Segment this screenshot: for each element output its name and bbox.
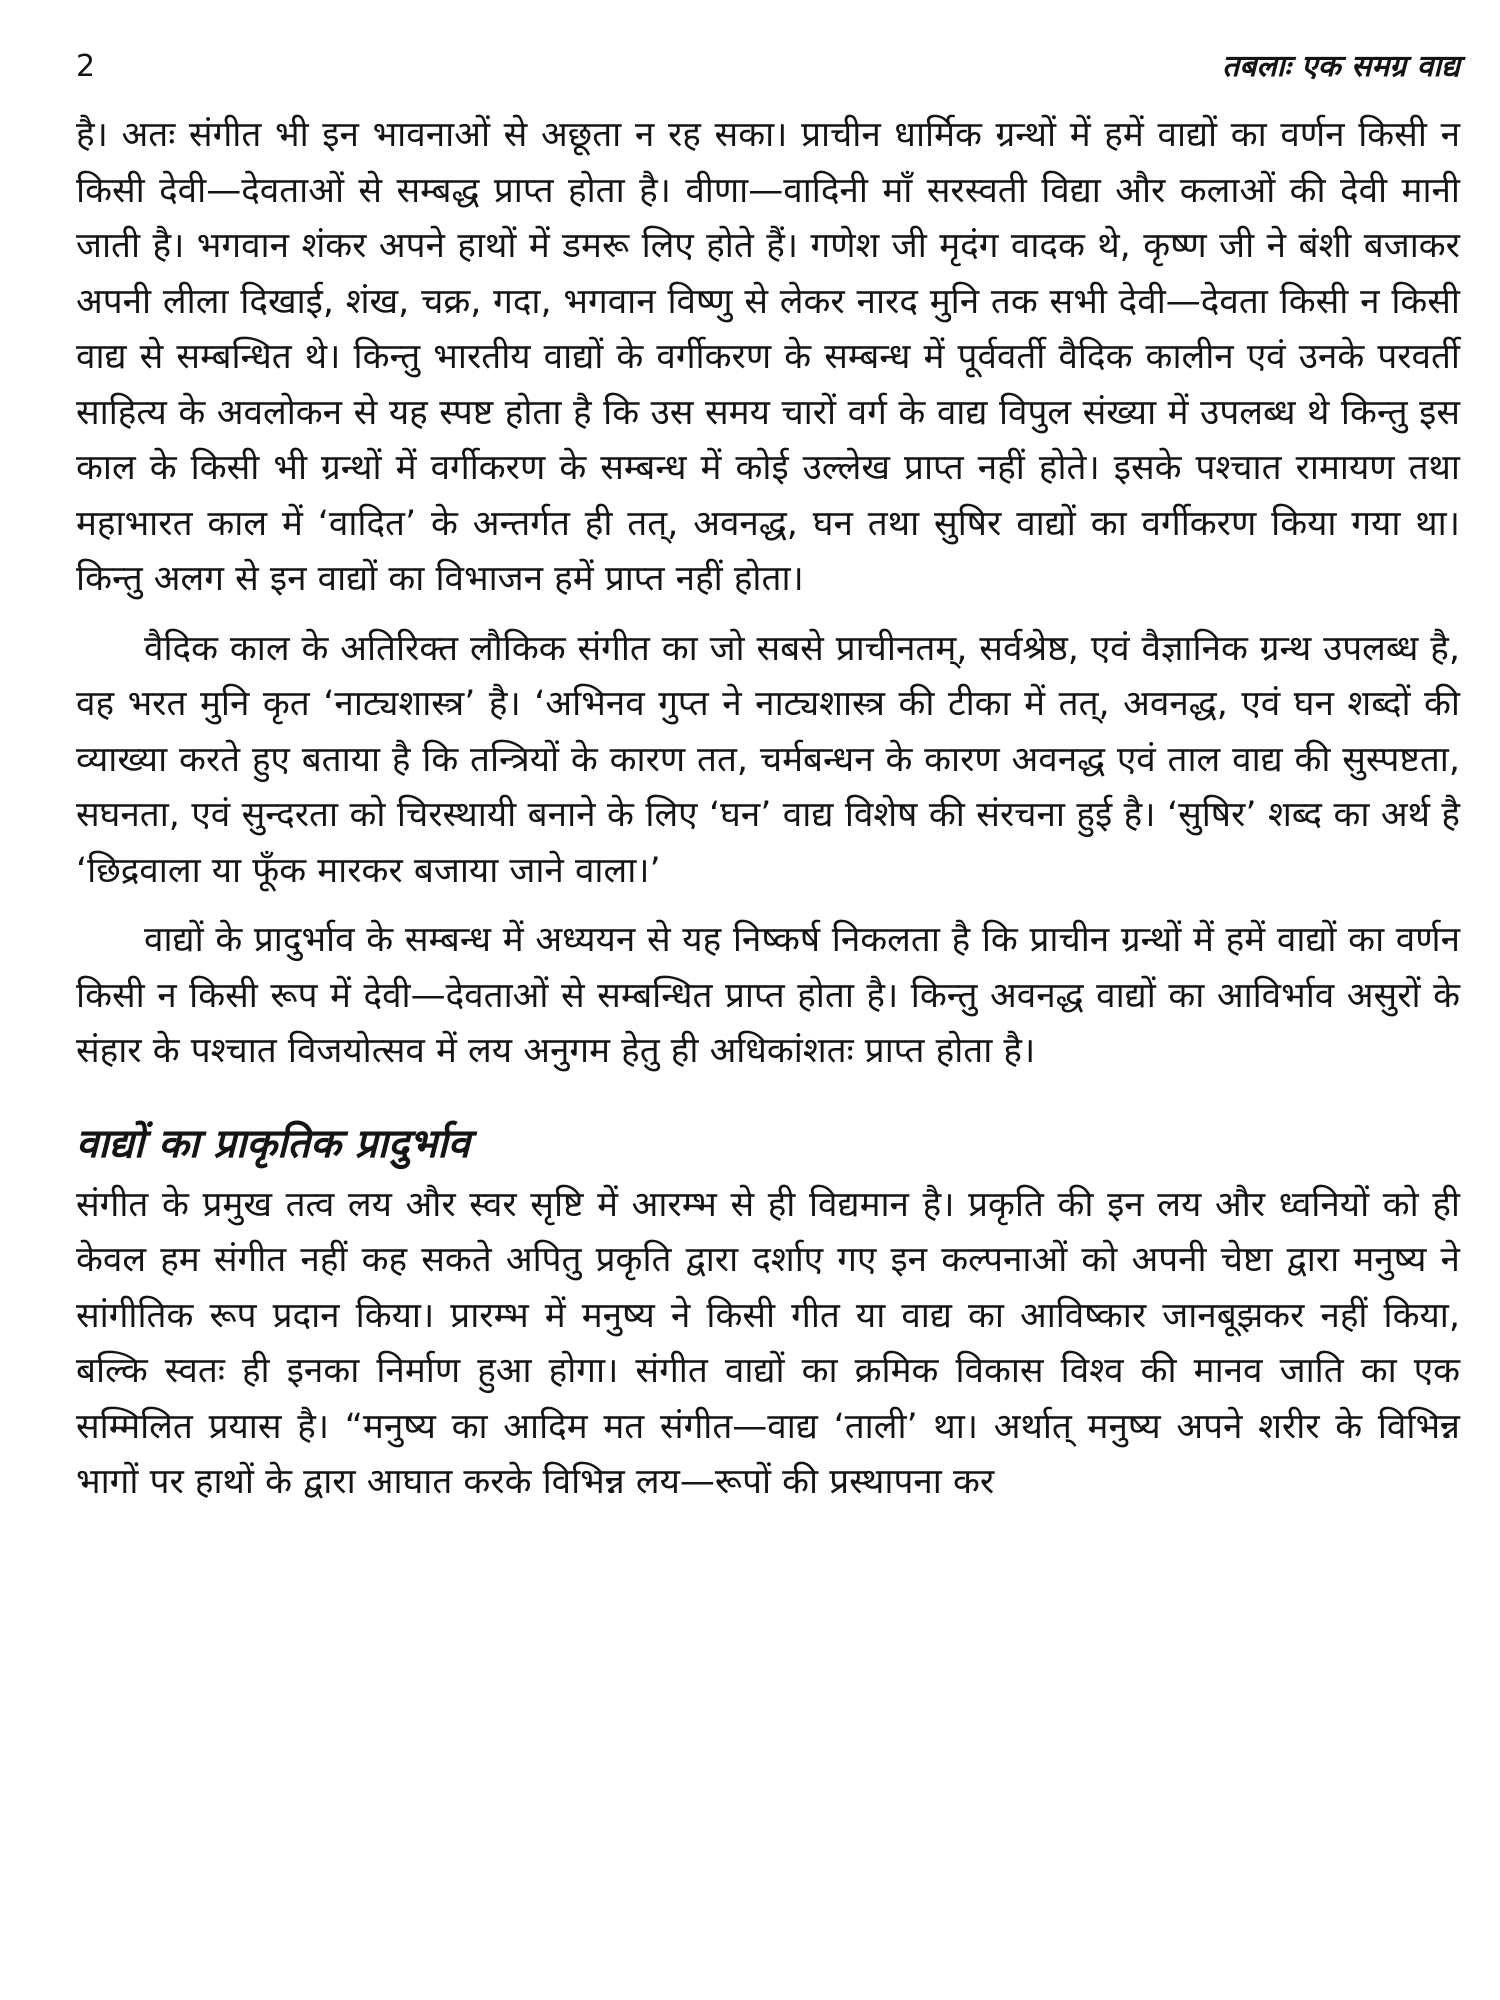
running-title: तबलाः एक समग्र वाद्य — [1222, 49, 1460, 84]
running-header — [76, 44, 1460, 100]
paragraph-classification-history: है। अतः संगीत भी इन भावनाओं से अछूता न रह सका। प्राचीन धार्मिक ग्रन्थों में हमें वाद्यों का वर्णन किसी न किसी देवी—देवताओं से सम्बद्ध प्राप्त होता है। वीणा—वादिनी माँ सरस्वती विद्या और कलाओं की देवी मानी जाती है। भगवान शंकर अपने हाथों में डमरू लिए होते हैं। गणेश जी मृदंग वादक थे, कृष्ण जी ने बंशी बजाकर अपनी लीला दिखाई, शंख, चक्र, गदा, भगवान विष्णु से लेकर नारद मुनि तक सभी देवी—देवता किसी न किसी वाद्य से सम्बन्धित थे। किन्तु भारतीय वाद्यों के वर्गीकरण के सम्बन्ध में पूर्ववर्ती वैदिक कालीन एवं उनके परवर्ती साहित्य के अवलोकन से यह स्पष्ट होता है कि उस समय चारों वर्ग के वाद्य विपुल संख्या में उपलब्ध थे किन्तु इस काल के किसी भी ग्रन्थों में वर्गीकरण के सम्बन्ध में कोई उल्लेख प्राप्त नहीं होते। इसके पश्चात रामायण तथा महाभारत काल में ‘वादित’ के अन्तर्गत ही तत्, अवनद्ध, घन तथा सुषिर वाद्यों का वर्गीकरण किया गया था। किन्तु अलग से इन वाद्यों का विभाजन हमें प्राप्त नहीं होता। — [76, 115, 1460, 599]
paragraph-origin-of-instruments: वाद्यों के प्रादुर्भाव के सम्बन्ध में अध्ययन से यह निष्कर्ष निकलता है कि प्राचीन ग्रन्थों में हमें वाद्यों का वर्णन किसी न किसी रूप में देवी—देवताओं से सम्बन्धित प्राप्त होता है। किन्तु अवनद्ध वाद्यों का आविर्भाव असुरों के संहार के पश्चात विजयोत्सव में लय अनुगम हेतु ही अधिकांशतः प्राप्त होता है। — [76, 920, 1460, 1071]
page-number: 2 — [76, 49, 96, 84]
paragraph-natyashastra: वैदिक काल के अतिरिक्त लौकिक संगीत का जो सबसे प्राचीनतम्, सर्वश्रेष्ठ, एवं वैज्ञानिक ग्रन्थ उपलब्ध है, वह भरत मुनि कृत ‘नाट्यशास्त्र’ है। ‘अभिनव गुप्त ने नाट्यशास्त्र की टीका में तत्, अवनद्ध, एवं घन शब्दों की व्याख्या करते हुए बताया है कि तन्त्रियों के कारण तत, चर्मबन्धन के कारण अवनद्ध एवं ताल वाद्य की सुस्पष्टता, सघनता, एवं सुन्दरता को चिरस्थायी बनाने के लिए ‘घन’ वाद्य विशेष की संरचना हुई है। ‘सुषिर’ शब्द का अर्थ है ‘छिद्रवाला या फूँक मारकर बजाया जाने वाला।’ — [76, 628, 1460, 891]
section-heading: वाद्यों का प्राकृतिक प्रादुर्भाव — [76, 1120, 470, 1167]
paragraph-natural-origin: संगीत के प्रमुख तत्व लय और स्वर सृष्टि में आरम्भ से ही विद्यमान है। प्रकृति की इन लय और ध्वनियों को ही केवल हम संगीत नहीं कह सकते अपितु प्रकृति द्वारा दर्शाए गए इन कल्पनाओं को अपनी चेष्टा द्वारा मनुष्य ने सांगीतिक रूप प्रदान किया। प्रारम्भ में मनुष्य ने किसी गीत या वाद्य का आविष्कार जानबूझकर नहीं किया, बल्कि स्वतः ही इनका निर्माण हुआ होगा। संगीत वाद्यों का क्रमिक विकास विश्व की मानव जाति का एक सम्मिलित प्रयास है। “मनुष्य का आदिम मत संगीत—वाद्य ‘ताली’ था। अर्थात् मनुष्य अपने शरीर के विभिन्न भागों पर हाथों के द्वारा आघात करके विभिन्न लय—रूपों की प्रस्थापना कर — [76, 1184, 1460, 1502]
